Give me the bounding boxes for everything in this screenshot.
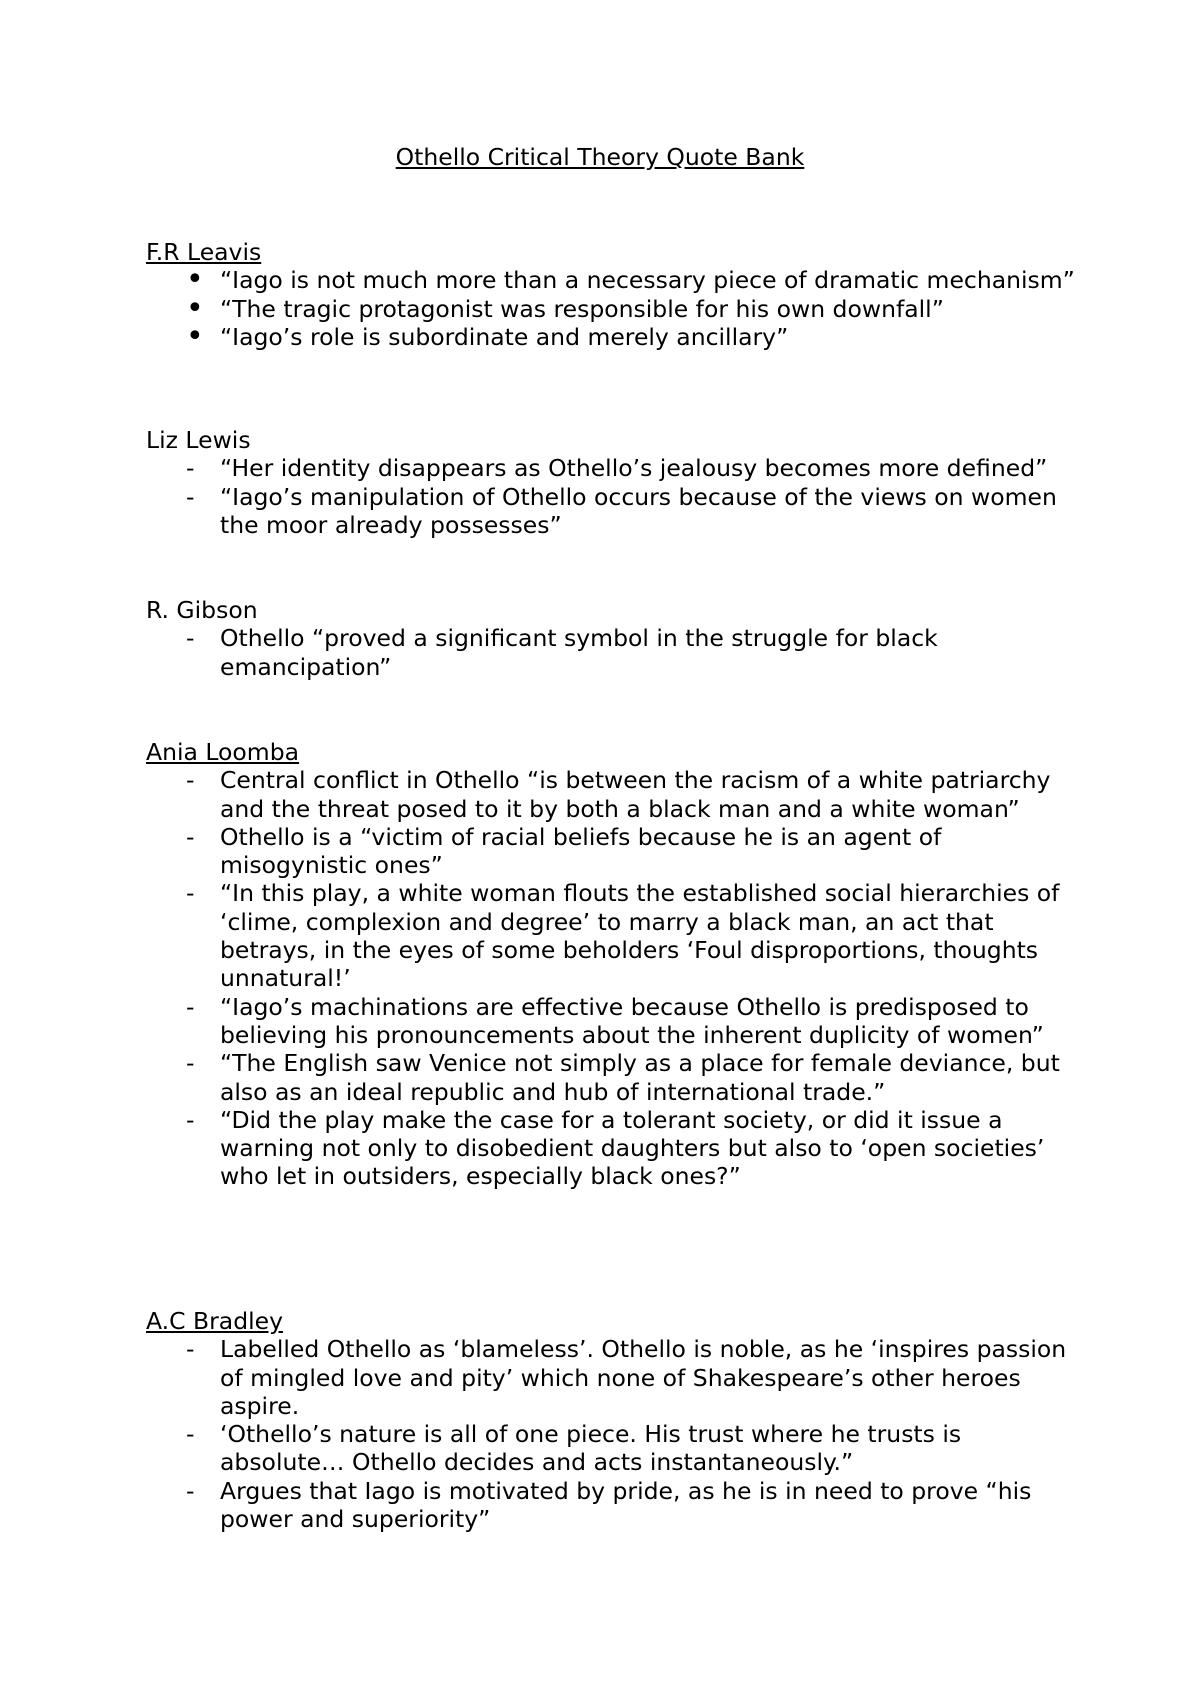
- dash-icon: [186, 1049, 194, 1077]
- section-heading: F.R Leavis: [146, 238, 262, 266]
- section-heading: A.C Bradley: [146, 1307, 284, 1335]
- quote-text: “Iago’s manipulation of Othello occurs because of the views on women the moor already possesses”: [220, 482, 1057, 539]
- section-r-gibson: [146, 596, 1076, 681]
- list-item: [146, 766, 1076, 823]
- dash-icon: [186, 766, 194, 794]
- quote-list: [146, 1335, 1076, 1533]
- section-heading: R. Gibson: [146, 596, 258, 624]
- section-heading: Liz Lewis: [146, 426, 251, 454]
- section-liz-lewis: [146, 426, 1076, 539]
- quote-text: “Iago’s machinations are effective because Othello is predisposed to believing his pronouncements about the inherent duplicity of women”: [220, 992, 1044, 1049]
- list-item: [146, 624, 1076, 681]
- quote-list: [146, 624, 1076, 681]
- quote-text: Othello “proved a significant symbol in the struggle for black emancipation”: [220, 624, 938, 681]
- quote-text: Othello is a “victim of racial beliefs because he is an agent of misogynistic ones”: [220, 822, 942, 880]
- quote-text: ‘Othello’s nature is all of one piece. His trust where he trusts is absolute… Othello decides and acts instantaneously.”: [220, 1420, 962, 1477]
- quote-list: [146, 266, 1076, 351]
- section-fr-leavis: [146, 238, 1076, 351]
- dash-icon: [186, 993, 194, 1021]
- list-item: [146, 823, 1076, 880]
- quote-text: “Iago is not much more than a necessary piece of dramatic mechanism”: [220, 266, 1075, 295]
- quote-list: [146, 454, 1076, 539]
- section-heading: Ania Loomba: [146, 738, 300, 766]
- list-item: [146, 1477, 1076, 1534]
- list-item: [146, 1106, 1076, 1191]
- dash-icon: [186, 1420, 194, 1448]
- dash-icon: [186, 1335, 194, 1363]
- dash-icon: [186, 1477, 194, 1505]
- list-item: [146, 295, 1076, 323]
- bullet-icon: [186, 323, 204, 352]
- list-item: [146, 1420, 1076, 1477]
- list-item: [146, 1335, 1076, 1420]
- section-ania-loomba: [146, 738, 1076, 1191]
- quote-text: Central conflict in Othello “is between the racism of a white patriarchy and the threat posed to it by both a black man and a white woman”: [220, 766, 1051, 823]
- quote-text: “Did the play make the case for a tolerant society, or did it issue a warning not only to disobedient daughters but also to ‘open societies’ who let in outsiders, especially black ones?”: [220, 1105, 1045, 1191]
- list-item: [146, 993, 1076, 1050]
- quote-list: [146, 766, 1076, 1190]
- dash-icon: [186, 454, 194, 482]
- list-item: [146, 879, 1076, 992]
- quote-text: “Iago’s role is subordinate and merely ancillary”: [220, 322, 789, 351]
- document-title: Othello Critical Theory Quote Bank: [395, 143, 805, 171]
- dash-icon: [186, 624, 194, 652]
- list-item: [146, 266, 1076, 294]
- quote-text: Argues that Iago is motivated by pride, as he is in need to prove “his power and superiority”: [220, 1476, 1032, 1534]
- list-item: [146, 1049, 1076, 1106]
- quote-text: “The tragic protagonist was responsible for his own downfall”: [220, 294, 944, 323]
- quote-text: Labelled Othello as ‘blameless’. Othello is noble, as he ‘inspires passion of mingled love and pity’ which none of Shakespeare’s other heroes aspire.: [220, 1335, 1067, 1420]
- quote-text: “Her identity disappears as Othello’s jealousy becomes more defined”: [220, 454, 1048, 483]
- quote-text: “In this play, a white woman flouts the established social hierarchies of ‘clime, complexion and degree’ to marry a black man, an act that betrays, in the eyes of some beholders ‘Foul disproportions, thoughts unnatural!’: [220, 879, 1060, 993]
- quote-text: “The English saw Venice not simply as a place for female deviance, but also as an ideal republic and hub of international trade.”: [220, 1049, 1060, 1106]
- dash-icon: [186, 1106, 194, 1134]
- section-ac-bradley: [146, 1307, 1076, 1533]
- list-item: [146, 454, 1076, 482]
- list-item: [146, 483, 1076, 540]
- dash-icon: [186, 483, 194, 511]
- dash-icon: [186, 879, 194, 907]
- list-item: [146, 323, 1076, 351]
- dash-icon: [186, 823, 194, 851]
